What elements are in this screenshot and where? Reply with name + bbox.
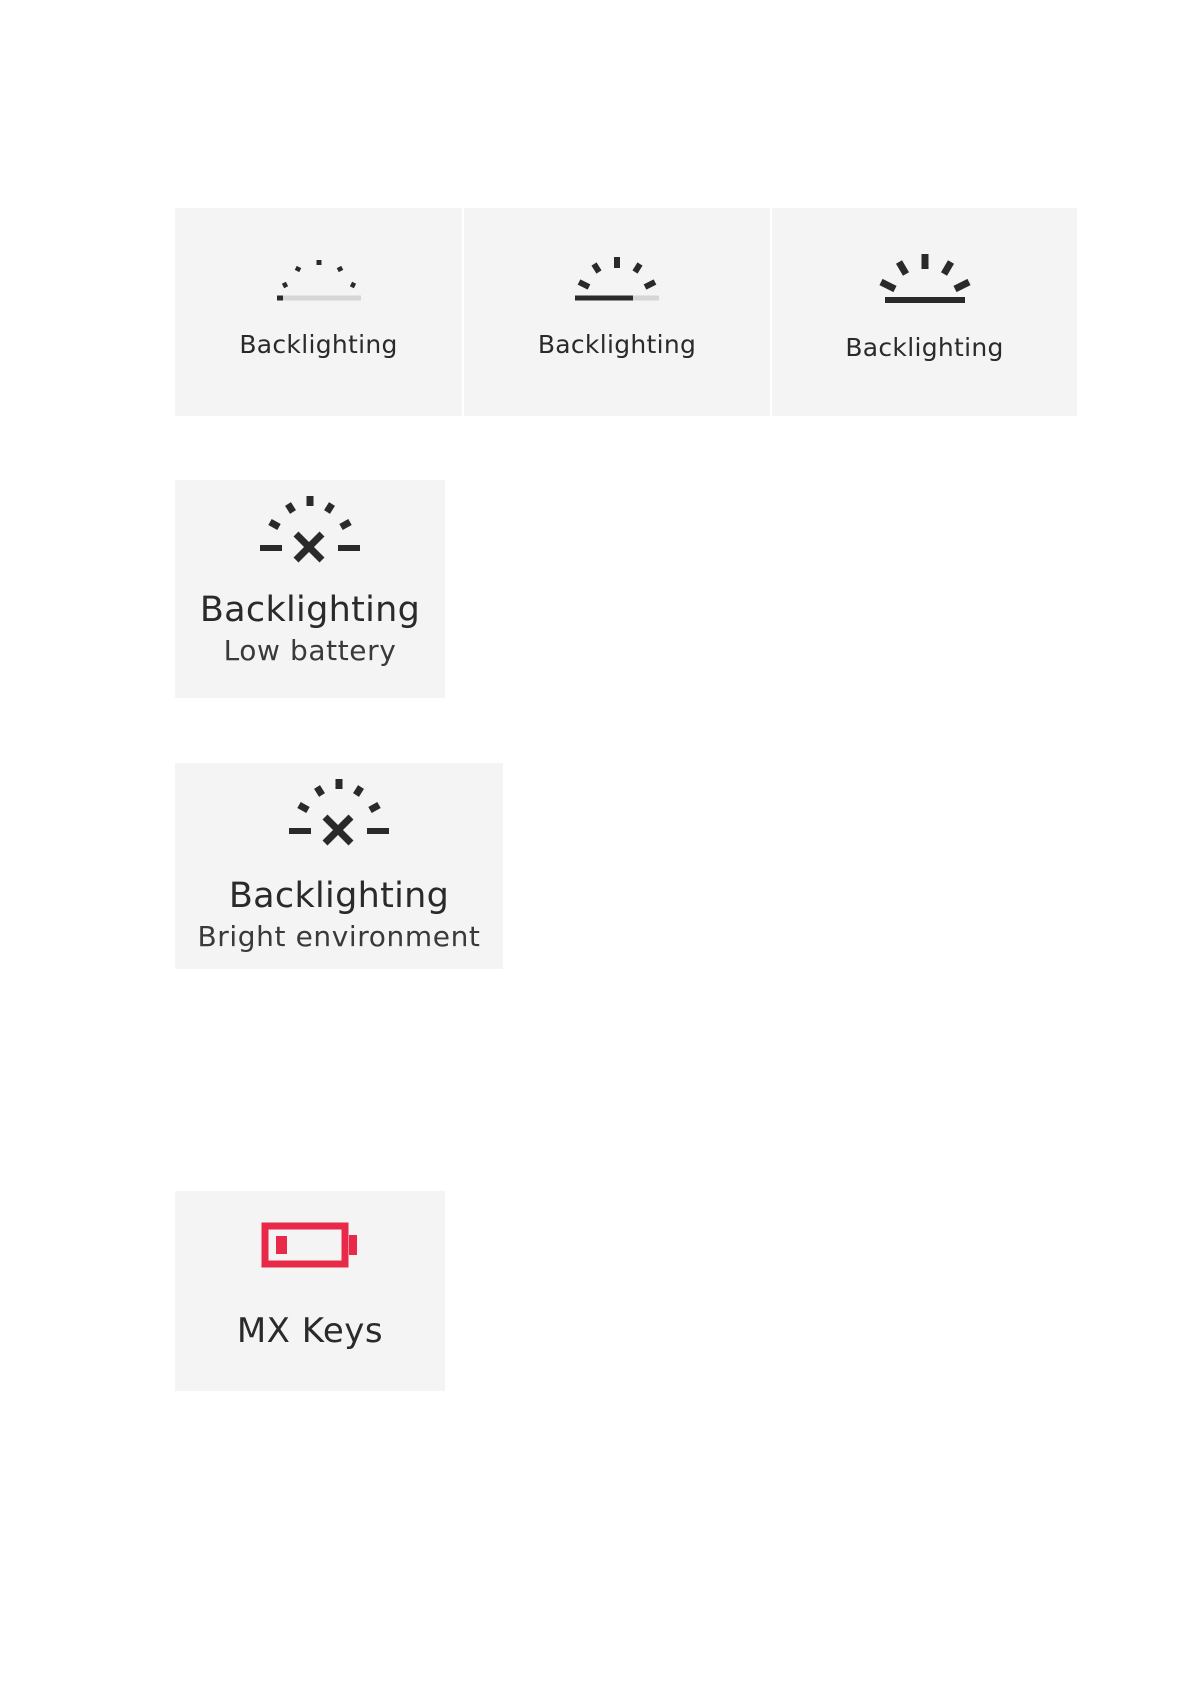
backlight-low-battery-tile <box>175 480 445 698</box>
tile-label: Backlighting <box>845 333 1004 362</box>
backlight-bright-environment-tile <box>175 763 503 969</box>
backlight-level-2-tile <box>464 208 770 416</box>
tile-label: Backlighting <box>228 876 450 916</box>
backlight-off-icon <box>289 779 389 855</box>
backlight-level-3-tile <box>772 208 1077 416</box>
backlight-level-2-icon <box>567 254 667 314</box>
tile-label: Backlighting <box>239 330 398 359</box>
battery-low-icon <box>260 1221 360 1269</box>
backlight-level-3-icon <box>875 254 975 314</box>
backlight-level-1-icon <box>269 254 369 314</box>
tile-label: Backlighting <box>199 590 421 630</box>
tile-sublabel: Low battery <box>223 634 397 667</box>
backlight-off-icon <box>260 496 360 572</box>
mx-keys-battery-tile <box>175 1191 445 1391</box>
backlight-level-1-tile <box>175 208 462 416</box>
tile-label: Backlighting <box>537 330 697 359</box>
tile-sublabel: Bright environment <box>197 920 481 953</box>
tile-label: MX Keys <box>236 1311 384 1351</box>
